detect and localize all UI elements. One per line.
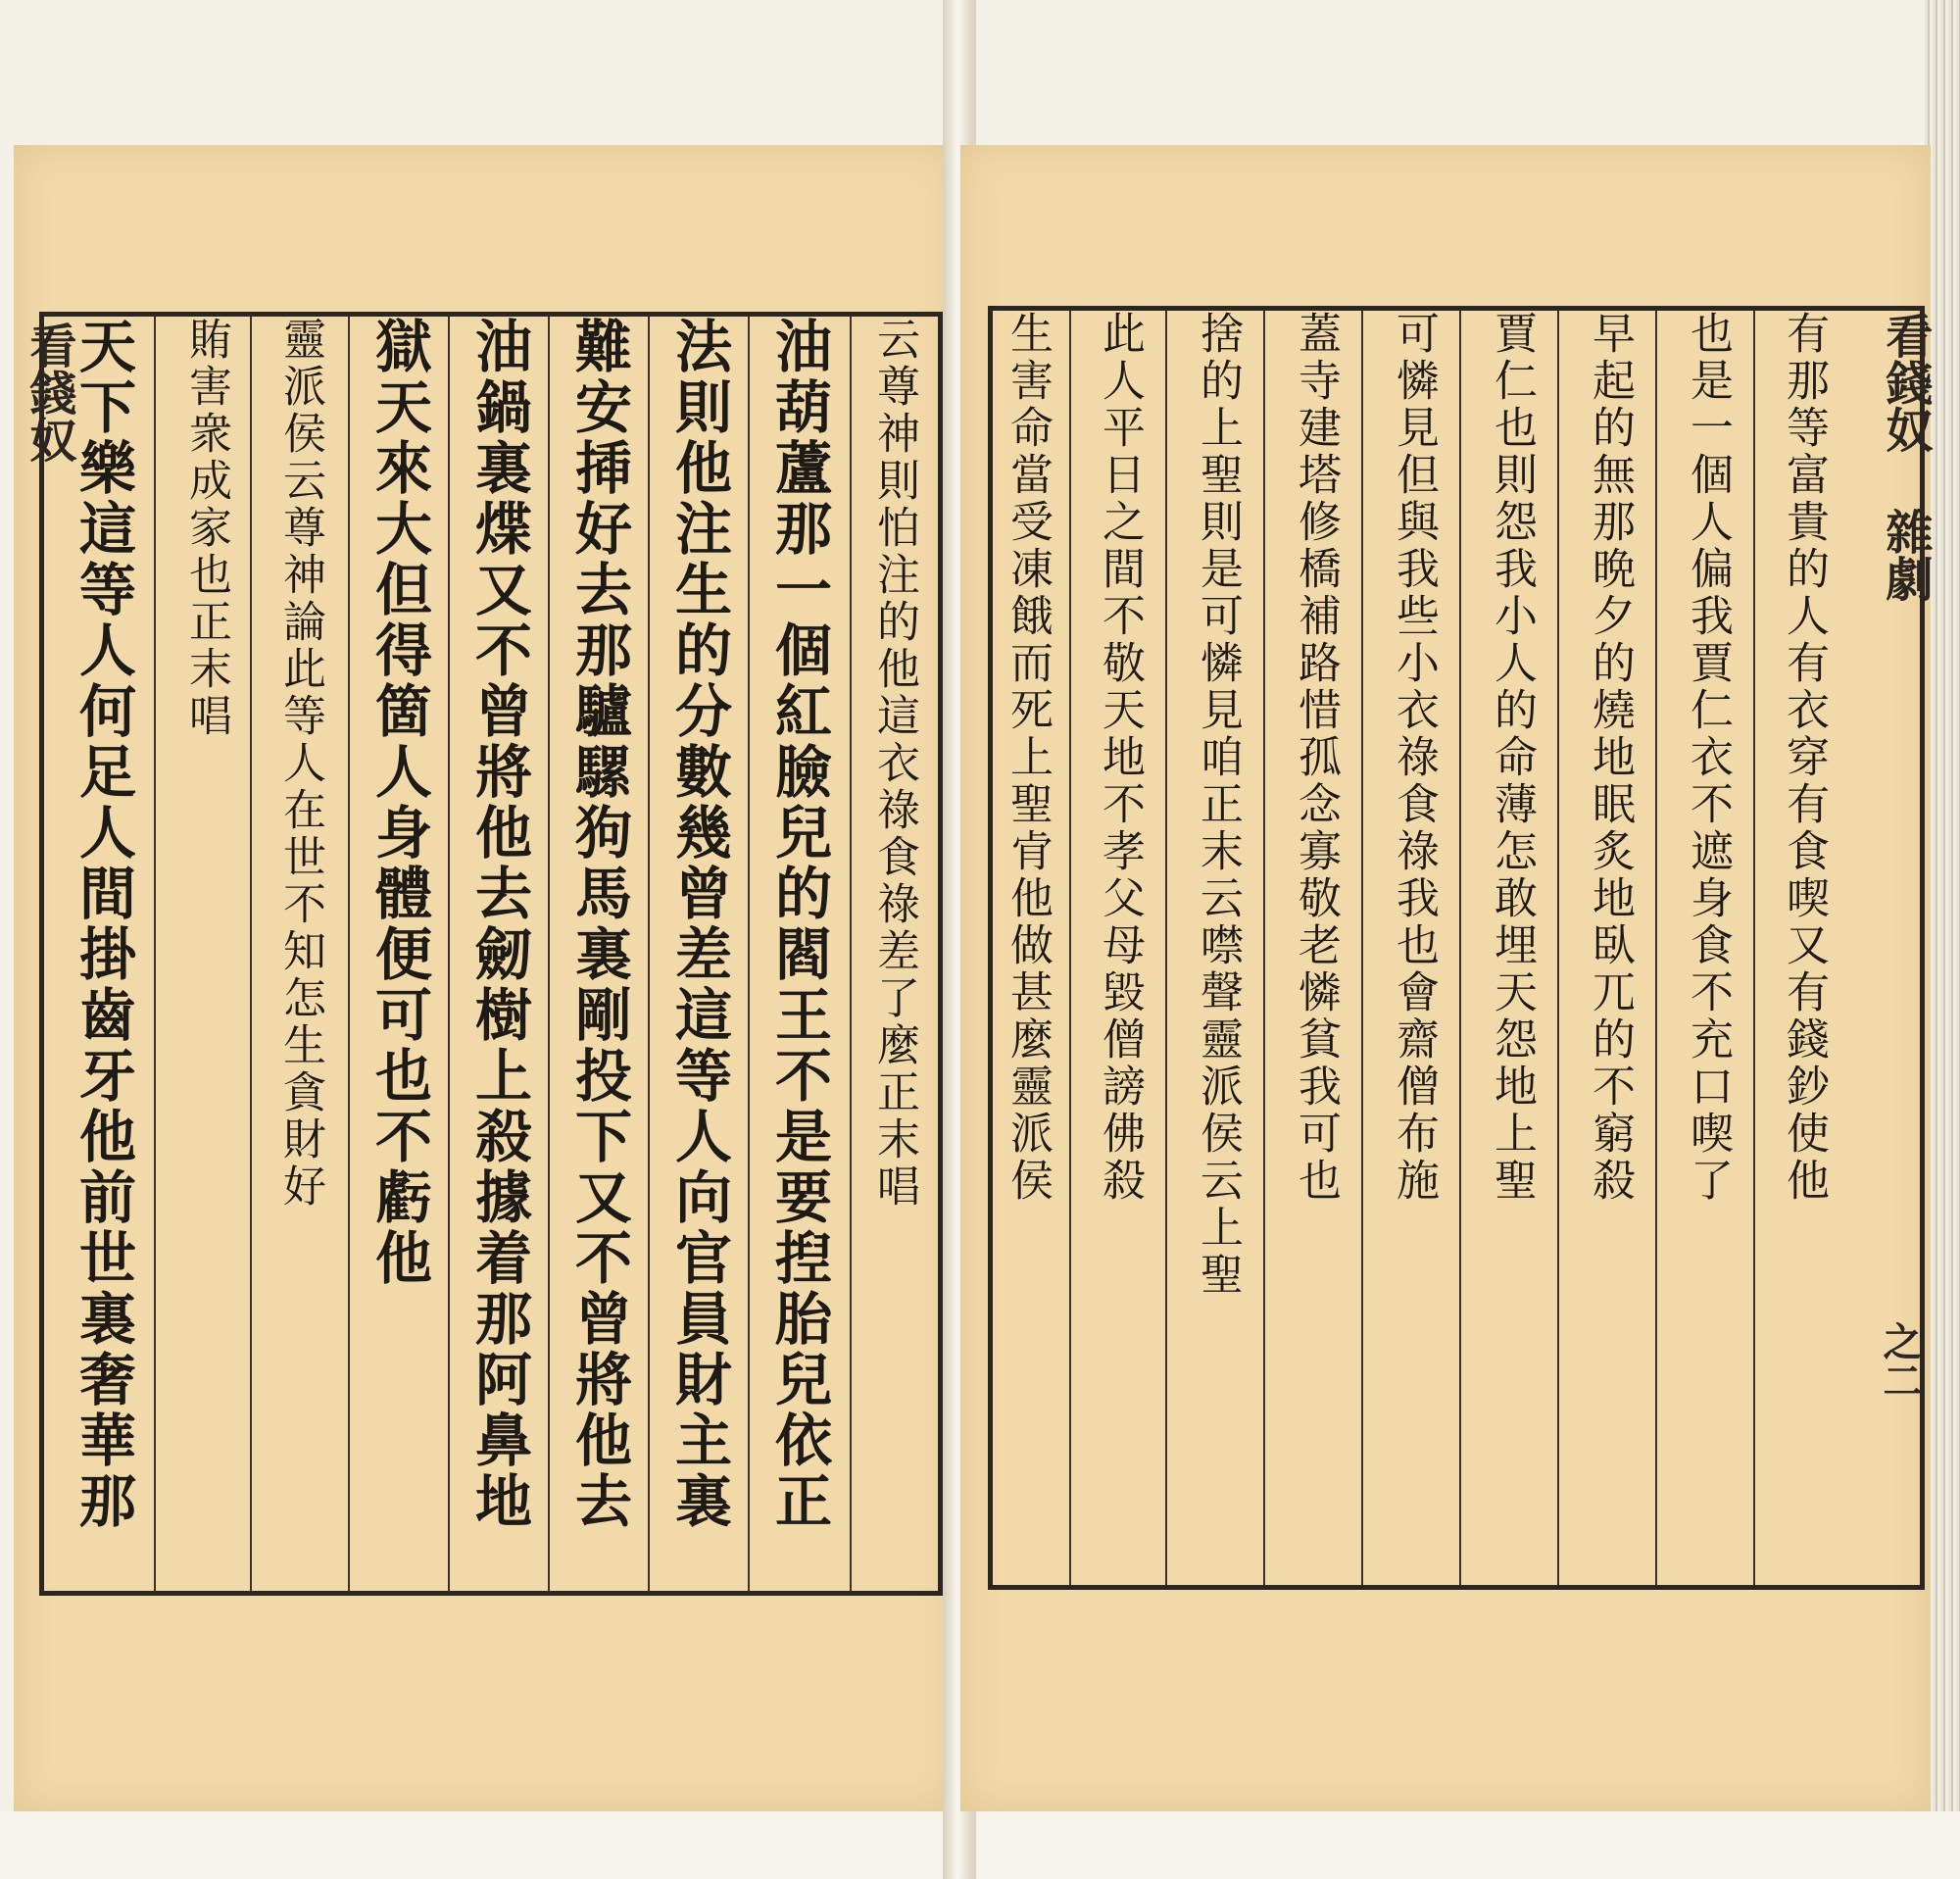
column-rule xyxy=(1459,311,1461,1585)
column-rule xyxy=(1557,311,1559,1585)
left-col-1: 云尊神則怕注的他這衣祿食祿差了麼正末唱 xyxy=(869,317,919,1211)
right-col-2: 也是一個人偏我賈仁衣不遮身食不充口喫了 xyxy=(1683,311,1733,1205)
right-text-frame xyxy=(988,306,1925,1590)
left-col-9: 天下樂這等人何足人間掛齒牙他前世裏奢華那 xyxy=(70,317,136,1532)
left-col-6: 獄天來大但得箇人身體便可也不虧他 xyxy=(366,317,432,1289)
left-col-4: 難安揷好去那驢騾狗馬裏剛投下又不曾將他去 xyxy=(565,317,632,1532)
column-rule xyxy=(1263,311,1265,1585)
bottom-margin xyxy=(0,1811,1960,1879)
left-margin-label: 看錢奴 xyxy=(22,321,76,463)
column-rule xyxy=(850,317,852,1591)
column-rule xyxy=(154,317,156,1591)
left-page xyxy=(14,145,955,1811)
right-col-6: 蓋寺建塔修橋補路惜孤念寡敬老憐貧我可也 xyxy=(1291,311,1341,1205)
right-col-1: 有那等富貴的人有衣穿有食喫又有錢鈔使他 xyxy=(1779,311,1829,1205)
right-col-8: 此人平日之間不敬天地不孝父母毀僧謗佛殺 xyxy=(1095,311,1145,1205)
right-col-3: 早起的無那晩夕的燒地眠炙地臥兀的不窮殺 xyxy=(1585,311,1635,1205)
column-rule xyxy=(250,317,252,1591)
left-col-7: 靈派侯云尊神論此等人在世不知怎生貪財好 xyxy=(275,317,325,1211)
column-rule xyxy=(748,317,750,1591)
column-rule xyxy=(1165,311,1167,1585)
folio-number: 之二 xyxy=(1877,1321,1923,1400)
column-rule xyxy=(648,317,650,1591)
right-margin-label: 看錢奴 雜劇 xyxy=(1878,312,1933,602)
left-col-3: 法則他注生的分數幾曾差這等人向官員財主裏 xyxy=(665,317,732,1532)
column-rule xyxy=(1069,311,1071,1585)
column-rule xyxy=(348,317,350,1591)
right-page xyxy=(960,145,1931,1811)
left-col-5: 油鍋裏煠又不曾將他去劒樹上殺據着那阿鼻地 xyxy=(466,317,532,1532)
left-text-frame xyxy=(39,312,943,1596)
left-col-2: 油葫蘆那一個紅臉兒的閻王不是要揑胎兒依正 xyxy=(765,317,832,1532)
right-col-9: 生害命當受凍餓而死上聖肻他做甚麼靈派侯 xyxy=(1003,311,1053,1205)
column-rule xyxy=(1753,311,1755,1585)
column-rule xyxy=(548,317,550,1591)
column-rule xyxy=(1361,311,1363,1585)
right-col-5: 可憐見但與我些小衣祿食祿我也會齋僧布施 xyxy=(1389,311,1439,1205)
right-col-4: 賈仁也則怨我小人的命薄怎敢埋天怨地上聖 xyxy=(1487,311,1537,1205)
column-rule xyxy=(1655,311,1657,1585)
column-rule xyxy=(448,317,450,1591)
right-col-7: 捨的上聖則是可憐見咱正末云噤聲靈派侯云上聖 xyxy=(1193,311,1243,1299)
left-col-8: 賄害衆成家也正末唱 xyxy=(181,317,231,740)
